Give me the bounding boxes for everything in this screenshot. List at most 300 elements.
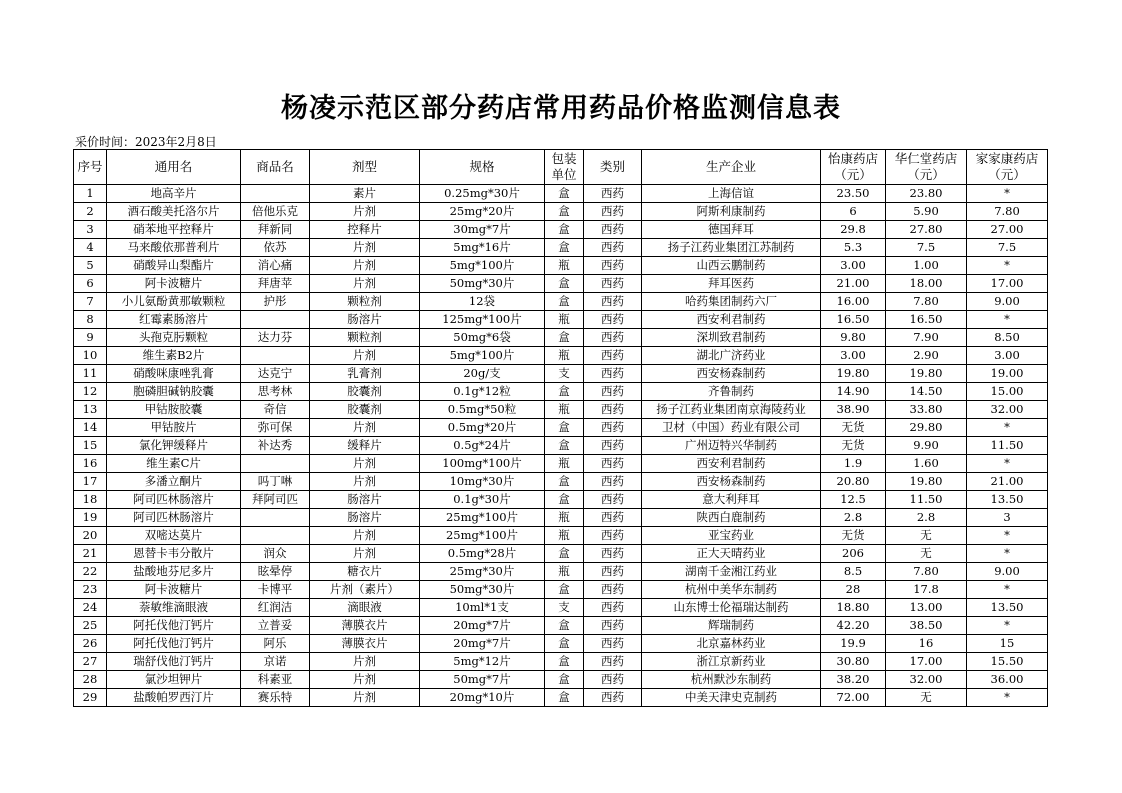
- col-manufacturer-cell: 西安杨森制药: [642, 365, 821, 383]
- col-manufacturer-cell: 德国拜耳: [642, 221, 821, 239]
- col-price-yikang-cell: 无货: [821, 419, 886, 437]
- col-generic-name-cell: 维生素C片: [107, 455, 241, 473]
- col-category-cell: 西药: [584, 473, 642, 491]
- table-row: [74, 311, 1048, 329]
- col-price-huarentang-cell: 7.80: [886, 293, 967, 311]
- col-index-cell: 18: [74, 491, 107, 509]
- col-generic-name-header: 通用名: [107, 150, 241, 185]
- col-dosage-form-cell: 缓释片: [310, 437, 420, 455]
- col-generic-name-cell: 瑞舒伐他汀钙片: [107, 653, 241, 671]
- col-index-cell: 19: [74, 509, 107, 527]
- col-brand-name-cell: 奇信: [241, 401, 310, 419]
- col-generic-name-cell: 多潘立酮片: [107, 473, 241, 491]
- col-price-yikang-cell: 16.00: [821, 293, 886, 311]
- col-index-cell: 16: [74, 455, 107, 473]
- col-price-jiajiakang-cell: *: [967, 311, 1048, 329]
- col-price-yikang-cell: 20.80: [821, 473, 886, 491]
- table-row: [74, 419, 1048, 437]
- col-price-huarentang-cell: 19.80: [886, 473, 967, 491]
- col-index-cell: 13: [74, 401, 107, 419]
- col-generic-name-cell: 红霉素肠溶片: [107, 311, 241, 329]
- table-row: [74, 527, 1048, 545]
- col-price-yikang-cell: 21.00: [821, 275, 886, 293]
- col-package-unit-cell: 瓶: [545, 509, 584, 527]
- col-package-unit-cell: 盒: [545, 545, 584, 563]
- table-row: [74, 203, 1048, 221]
- table-row: [74, 383, 1048, 401]
- col-manufacturer-cell: 西安利君制药: [642, 455, 821, 473]
- col-specification-cell: 0.5mg*50粒: [420, 401, 545, 419]
- col-manufacturer-cell: 正大天晴药业: [642, 545, 821, 563]
- col-price-huarentang-cell: 7.5: [886, 239, 967, 257]
- col-price-yikang-cell: 3.00: [821, 257, 886, 275]
- col-index-header: 序号: [74, 150, 107, 185]
- col-category-cell: 西药: [584, 599, 642, 617]
- col-package-unit-cell: 瓶: [545, 311, 584, 329]
- col-generic-name-cell: 氯化钾缓释片: [107, 437, 241, 455]
- col-category-cell: 西药: [584, 437, 642, 455]
- col-index-cell: 27: [74, 653, 107, 671]
- col-manufacturer-cell: 杭州默沙东制药: [642, 671, 821, 689]
- col-index-cell: 10: [74, 347, 107, 365]
- col-manufacturer-cell: 扬子江药业集团南京海陵药业: [642, 401, 821, 419]
- col-specification-cell: 20mg*7片: [420, 617, 545, 635]
- col-package-unit-cell: 瓶: [545, 455, 584, 473]
- col-price-jiajiakang-cell: 11.50: [967, 437, 1048, 455]
- col-category-cell: 西药: [584, 329, 642, 347]
- col-specification-cell: 10ml*1支: [420, 599, 545, 617]
- page-title: 杨凌示范区部分药店常用药品价格监测信息表: [281, 93, 841, 124]
- col-price-jiajiakang-cell: *: [967, 257, 1048, 275]
- col-brand-name-cell: 科素亚: [241, 671, 310, 689]
- col-price-yikang-cell: 72.00: [821, 689, 886, 707]
- col-generic-name-cell: 阿卡波糖片: [107, 275, 241, 293]
- col-price-yikang-cell: 206: [821, 545, 886, 563]
- col-brand-name-cell: 吗丁啉: [241, 473, 310, 491]
- col-price-huarentang-cell: 1.00: [886, 257, 967, 275]
- col-price-jiajiakang-cell: *: [967, 689, 1048, 707]
- col-dosage-form-cell: 片剂: [310, 203, 420, 221]
- col-package-unit-cell: 盒: [545, 329, 584, 347]
- col-package-unit-cell: 支: [545, 599, 584, 617]
- col-dosage-form-cell: 肠溶片: [310, 509, 420, 527]
- col-generic-name-cell: 酒石酸美托洛尔片: [107, 203, 241, 221]
- col-manufacturer-cell: 西安利君制药: [642, 311, 821, 329]
- col-price-yikang-cell: 38.20: [821, 671, 886, 689]
- col-manufacturer-cell: 陕西白鹿制药: [642, 509, 821, 527]
- col-dosage-form-cell: 片剂（素片）: [310, 581, 420, 599]
- col-generic-name-cell: 马来酸依那普利片: [107, 239, 241, 257]
- col-package-unit-cell: 瓶: [545, 401, 584, 419]
- col-specification-cell: 0.5mg*20片: [420, 419, 545, 437]
- col-category-cell: 西药: [584, 509, 642, 527]
- table-row: [74, 599, 1048, 617]
- col-brand-name-cell: 红润洁: [241, 599, 310, 617]
- col-brand-name-cell: 阿乐: [241, 635, 310, 653]
- col-dosage-form-cell: 控释片: [310, 221, 420, 239]
- col-specification-cell: 0.1g*30片: [420, 491, 545, 509]
- col-generic-name-cell: 硝酸异山梨酯片: [107, 257, 241, 275]
- col-price-huarentang-cell: 无: [886, 527, 967, 545]
- col-dosage-form-cell: 薄膜衣片: [310, 617, 420, 635]
- col-specification-cell: 30mg*7片: [420, 221, 545, 239]
- col-price-jiajiakang-header: 家家康药店 （元）: [967, 150, 1048, 185]
- col-package-unit-cell: 盒: [545, 185, 584, 203]
- col-index-cell: 11: [74, 365, 107, 383]
- col-manufacturer-cell: 扬子江药业集团江苏制药: [642, 239, 821, 257]
- col-specification-cell: 25mg*100片: [420, 509, 545, 527]
- col-generic-name-cell: 氯沙坦钾片: [107, 671, 241, 689]
- col-dosage-form-cell: 胶囊剂: [310, 401, 420, 419]
- col-category-cell: 西药: [584, 239, 642, 257]
- col-dosage-form-cell: 片剂: [310, 545, 420, 563]
- col-brand-name-cell: [241, 509, 310, 527]
- col-category-cell: 西药: [584, 365, 642, 383]
- col-brand-name-cell: [241, 311, 310, 329]
- col-specification-cell: 5mg*16片: [420, 239, 545, 257]
- col-brand-name-cell: 补达秀: [241, 437, 310, 455]
- col-package-unit-cell: 盒: [545, 419, 584, 437]
- col-manufacturer-cell: 阿斯利康制药: [642, 203, 821, 221]
- col-manufacturer-cell: 广州迈特兴华制药: [642, 437, 821, 455]
- col-brand-name-cell: 达力芬: [241, 329, 310, 347]
- col-manufacturer-cell: 深圳致君制药: [642, 329, 821, 347]
- col-price-yikang-cell: 42.20: [821, 617, 886, 635]
- col-manufacturer-cell: 齐鲁制药: [642, 383, 821, 401]
- col-price-huarentang-cell: 29.80: [886, 419, 967, 437]
- col-index-cell: 24: [74, 599, 107, 617]
- col-brand-name-cell: 护彤: [241, 293, 310, 311]
- col-package-unit-cell: 瓶: [545, 563, 584, 581]
- col-category-cell: 西药: [584, 275, 642, 293]
- col-price-jiajiakang-cell: 7.5: [967, 239, 1048, 257]
- col-package-unit-cell: 瓶: [545, 347, 584, 365]
- col-dosage-form-cell: 胶囊剂: [310, 383, 420, 401]
- col-category-cell: 西药: [584, 203, 642, 221]
- col-dosage-form-cell: 片剂: [310, 689, 420, 707]
- col-manufacturer-cell: 卫材（中国）药业有限公司: [642, 419, 821, 437]
- col-category-cell: 西药: [584, 545, 642, 563]
- col-index-cell: 29: [74, 689, 107, 707]
- col-index-cell: 22: [74, 563, 107, 581]
- col-generic-name-cell: 盐酸帕罗西汀片: [107, 689, 241, 707]
- col-brand-name-cell: 依苏: [241, 239, 310, 257]
- col-price-yikang-header: 怡康药店 （元）: [821, 150, 886, 185]
- col-price-huarentang-cell: 18.00: [886, 275, 967, 293]
- col-brand-name-cell: 弥可保: [241, 419, 310, 437]
- col-specification-header: 规格: [420, 150, 545, 185]
- col-price-jiajiakang-cell: 15.50: [967, 653, 1048, 671]
- col-dosage-form-cell: 片剂: [310, 239, 420, 257]
- col-price-huarentang-cell: 5.90: [886, 203, 967, 221]
- col-package-unit-cell: 盒: [545, 653, 584, 671]
- col-price-jiajiakang-cell: 15: [967, 635, 1048, 653]
- col-package-unit-cell: 盒: [545, 635, 584, 653]
- col-manufacturer-cell: 北京嘉林药业: [642, 635, 821, 653]
- col-brand-name-cell: [241, 527, 310, 545]
- col-brand-name-cell: 拜阿司匹: [241, 491, 310, 509]
- col-price-huarentang-cell: 2.90: [886, 347, 967, 365]
- col-package-unit-cell: 盒: [545, 275, 584, 293]
- col-price-huarentang-cell: 19.80: [886, 365, 967, 383]
- col-price-yikang-cell: 16.50: [821, 311, 886, 329]
- col-index-cell: 9: [74, 329, 107, 347]
- col-price-jiajiakang-cell: 3.00: [967, 347, 1048, 365]
- col-category-header: 类别: [584, 150, 642, 185]
- col-category-cell: 西药: [584, 401, 642, 419]
- col-price-huarentang-cell: 无: [886, 689, 967, 707]
- col-specification-cell: 0.1g*12粒: [420, 383, 545, 401]
- col-category-cell: 西药: [584, 311, 642, 329]
- col-manufacturer-cell: 山西云鹏制药: [642, 257, 821, 275]
- table-row: [74, 401, 1048, 419]
- col-price-jiajiakang-cell: 13.50: [967, 599, 1048, 617]
- col-price-huarentang-cell: 11.50: [886, 491, 967, 509]
- col-generic-name-cell: 小儿氨酚黄那敏颗粒: [107, 293, 241, 311]
- col-price-yikang-cell: 19.80: [821, 365, 886, 383]
- col-category-cell: 西药: [584, 347, 642, 365]
- col-price-huarentang-cell: 9.90: [886, 437, 967, 455]
- col-specification-cell: 100mg*100片: [420, 455, 545, 473]
- table-row: [74, 239, 1048, 257]
- col-index-cell: 4: [74, 239, 107, 257]
- col-price-jiajiakang-cell: 19.00: [967, 365, 1048, 383]
- col-price-huarentang-cell: 32.00: [886, 671, 967, 689]
- col-price-jiajiakang-cell: *: [967, 455, 1048, 473]
- col-specification-cell: 20mg*7片: [420, 635, 545, 653]
- table-row: [74, 455, 1048, 473]
- col-manufacturer-cell: 杭州中美华东制药: [642, 581, 821, 599]
- col-package-unit-cell: 盒: [545, 581, 584, 599]
- col-manufacturer-cell: 山东博士伦福瑞达制药: [642, 599, 821, 617]
- col-brand-name-cell: [241, 185, 310, 203]
- col-manufacturer-header: 生产企业: [642, 150, 821, 185]
- col-price-jiajiakang-cell: 9.00: [967, 563, 1048, 581]
- col-price-jiajiakang-cell: *: [967, 419, 1048, 437]
- col-price-huarentang-cell: 23.80: [886, 185, 967, 203]
- col-category-cell: 西药: [584, 419, 642, 437]
- col-manufacturer-cell: 拜耳医药: [642, 275, 821, 293]
- col-package-unit-cell: 盒: [545, 437, 584, 455]
- col-brand-name-cell: 拜唐苹: [241, 275, 310, 293]
- table-body: [74, 185, 1048, 707]
- col-price-huarentang-cell: 7.80: [886, 563, 967, 581]
- table-row: [74, 635, 1048, 653]
- col-generic-name-cell: 阿司匹林肠溶片: [107, 509, 241, 527]
- col-specification-cell: 0.25mg*30片: [420, 185, 545, 203]
- col-dosage-form-cell: 片剂: [310, 347, 420, 365]
- col-generic-name-cell: 硝苯地平控释片: [107, 221, 241, 239]
- col-price-huarentang-cell: 14.50: [886, 383, 967, 401]
- col-price-jiajiakang-cell: 36.00: [967, 671, 1048, 689]
- table-row: [74, 347, 1048, 365]
- col-brand-name-cell: [241, 455, 310, 473]
- col-price-jiajiakang-cell: 7.80: [967, 203, 1048, 221]
- col-package-unit-cell: 盒: [545, 491, 584, 509]
- col-manufacturer-cell: 上海信谊: [642, 185, 821, 203]
- col-price-jiajiakang-cell: *: [967, 185, 1048, 203]
- col-brand-name-cell: 赛乐特: [241, 689, 310, 707]
- col-price-jiajiakang-cell: 8.50: [967, 329, 1048, 347]
- col-dosage-form-cell: 片剂: [310, 419, 420, 437]
- table-row: [74, 653, 1048, 671]
- col-manufacturer-cell: 湖北广济药业: [642, 347, 821, 365]
- col-price-jiajiakang-cell: 15.00: [967, 383, 1048, 401]
- table-row: [74, 473, 1048, 491]
- col-package-unit-cell: 盒: [545, 383, 584, 401]
- col-dosage-form-cell: 颗粒剂: [310, 293, 420, 311]
- col-index-cell: 3: [74, 221, 107, 239]
- col-generic-name-cell: 硝酸咪康唑乳膏: [107, 365, 241, 383]
- col-category-cell: 西药: [584, 617, 642, 635]
- col-dosage-form-cell: 片剂: [310, 671, 420, 689]
- col-manufacturer-cell: 意大利拜耳: [642, 491, 821, 509]
- col-manufacturer-cell: 西安杨森制药: [642, 473, 821, 491]
- col-category-cell: 西药: [584, 221, 642, 239]
- col-specification-cell: 25mg*20片: [420, 203, 545, 221]
- col-dosage-form-cell: 素片: [310, 185, 420, 203]
- col-category-cell: 西药: [584, 455, 642, 473]
- col-category-cell: 西药: [584, 527, 642, 545]
- col-generic-name-cell: 双嘧达莫片: [107, 527, 241, 545]
- col-price-yikang-cell: 38.90: [821, 401, 886, 419]
- col-category-cell: 西药: [584, 635, 642, 653]
- col-package-unit-cell: 盒: [545, 239, 584, 257]
- col-generic-name-cell: 阿司匹林肠溶片: [107, 491, 241, 509]
- col-generic-name-cell: 萘敏维滴眼液: [107, 599, 241, 617]
- col-index-cell: 25: [74, 617, 107, 635]
- col-package-unit-cell: 盒: [545, 293, 584, 311]
- col-price-yikang-cell: 6: [821, 203, 886, 221]
- col-specification-cell: 12袋: [420, 293, 545, 311]
- col-package-unit-cell: 盒: [545, 689, 584, 707]
- col-dosage-form-cell: 颗粒剂: [310, 329, 420, 347]
- col-price-jiajiakang-cell: 32.00: [967, 401, 1048, 419]
- col-price-yikang-cell: 1.9: [821, 455, 886, 473]
- col-package-unit-header: 包装 单位: [545, 150, 584, 185]
- col-manufacturer-cell: 亚宝药业: [642, 527, 821, 545]
- col-generic-name-cell: 头孢克肟颗粒: [107, 329, 241, 347]
- col-manufacturer-cell: 哈药集团制药六厂: [642, 293, 821, 311]
- table-row: [74, 671, 1048, 689]
- col-price-huarentang-cell: 无: [886, 545, 967, 563]
- col-index-cell: 15: [74, 437, 107, 455]
- col-index-cell: 23: [74, 581, 107, 599]
- col-price-yikang-cell: 5.3: [821, 239, 886, 257]
- col-dosage-form-cell: 片剂: [310, 527, 420, 545]
- col-brand-name-cell: 拜新同: [241, 221, 310, 239]
- col-dosage-form-cell: 滴眼液: [310, 599, 420, 617]
- col-package-unit-cell: 盒: [545, 617, 584, 635]
- col-generic-name-cell: 盐酸地芬尼多片: [107, 563, 241, 581]
- col-manufacturer-cell: 浙江京新药业: [642, 653, 821, 671]
- col-specification-cell: 50mg*6袋: [420, 329, 545, 347]
- col-generic-name-cell: 甲钴胺片: [107, 419, 241, 437]
- col-price-yikang-cell: 12.5: [821, 491, 886, 509]
- col-dosage-form-cell: 乳膏剂: [310, 365, 420, 383]
- table-row: [74, 275, 1048, 293]
- col-price-yikang-cell: 无货: [821, 437, 886, 455]
- col-index-cell: 21: [74, 545, 107, 563]
- col-generic-name-cell: 阿托伐他汀钙片: [107, 617, 241, 635]
- col-price-yikang-cell: 无货: [821, 527, 886, 545]
- col-price-huarentang-cell: 33.80: [886, 401, 967, 419]
- col-category-cell: 西药: [584, 491, 642, 509]
- col-price-yikang-cell: 8.5: [821, 563, 886, 581]
- col-package-unit-cell: 盒: [545, 203, 584, 221]
- col-price-jiajiakang-cell: *: [967, 617, 1048, 635]
- table-header-row: [74, 150, 1048, 185]
- col-dosage-form-header: 剂型: [310, 150, 420, 185]
- col-dosage-form-cell: 片剂: [310, 275, 420, 293]
- col-index-cell: 2: [74, 203, 107, 221]
- col-specification-cell: 20mg*10片: [420, 689, 545, 707]
- col-price-jiajiakang-cell: *: [967, 581, 1048, 599]
- col-price-huarentang-cell: 17.8: [886, 581, 967, 599]
- col-generic-name-cell: 维生素B2片: [107, 347, 241, 365]
- table-row: [74, 581, 1048, 599]
- col-category-cell: 西药: [584, 689, 642, 707]
- col-brand-name-cell: 润众: [241, 545, 310, 563]
- col-dosage-form-cell: 片剂: [310, 653, 420, 671]
- table-row: [74, 185, 1048, 203]
- col-specification-cell: 50mg*30片: [420, 275, 545, 293]
- table-row: [74, 221, 1048, 239]
- col-manufacturer-cell: 辉瑞制药: [642, 617, 821, 635]
- col-brand-name-cell: 消心痛: [241, 257, 310, 275]
- col-price-jiajiakang-cell: 21.00: [967, 473, 1048, 491]
- col-price-huarentang-cell: 38.50: [886, 617, 967, 635]
- col-package-unit-cell: 盒: [545, 221, 584, 239]
- col-index-cell: 14: [74, 419, 107, 437]
- table-row: [74, 437, 1048, 455]
- col-category-cell: 西药: [584, 671, 642, 689]
- col-generic-name-cell: 胞磷胆碱钠胶囊: [107, 383, 241, 401]
- col-index-cell: 7: [74, 293, 107, 311]
- table-row: [74, 689, 1048, 707]
- col-package-unit-cell: 盒: [545, 671, 584, 689]
- table-row: [74, 509, 1048, 527]
- col-specification-cell: 50mg*30片: [420, 581, 545, 599]
- col-brand-name-cell: 京诺: [241, 653, 310, 671]
- col-index-cell: 17: [74, 473, 107, 491]
- col-specification-cell: 50mg*7片: [420, 671, 545, 689]
- table-row: [74, 491, 1048, 509]
- table-row: [74, 329, 1048, 347]
- col-dosage-form-cell: 薄膜衣片: [310, 635, 420, 653]
- col-index-cell: 28: [74, 671, 107, 689]
- col-price-yikang-cell: 28: [821, 581, 886, 599]
- col-brand-name-cell: [241, 347, 310, 365]
- col-specification-cell: 5mg*100片: [420, 347, 545, 365]
- col-dosage-form-cell: 片剂: [310, 473, 420, 491]
- col-price-huarentang-cell: 7.90: [886, 329, 967, 347]
- col-generic-name-cell: 地高辛片: [107, 185, 241, 203]
- col-index-cell: 12: [74, 383, 107, 401]
- col-specification-cell: 10mg*30片: [420, 473, 545, 491]
- col-package-unit-cell: 支: [545, 365, 584, 383]
- table-row: [74, 545, 1048, 563]
- col-category-cell: 西药: [584, 185, 642, 203]
- col-price-yikang-cell: 19.9: [821, 635, 886, 653]
- col-price-yikang-cell: 9.80: [821, 329, 886, 347]
- col-price-yikang-cell: 29.8: [821, 221, 886, 239]
- col-price-huarentang-cell: 17.00: [886, 653, 967, 671]
- col-index-cell: 26: [74, 635, 107, 653]
- price-table: [73, 149, 1048, 707]
- col-generic-name-cell: 甲钴胺胶囊: [107, 401, 241, 419]
- col-brand-name-cell: 达克宁: [241, 365, 310, 383]
